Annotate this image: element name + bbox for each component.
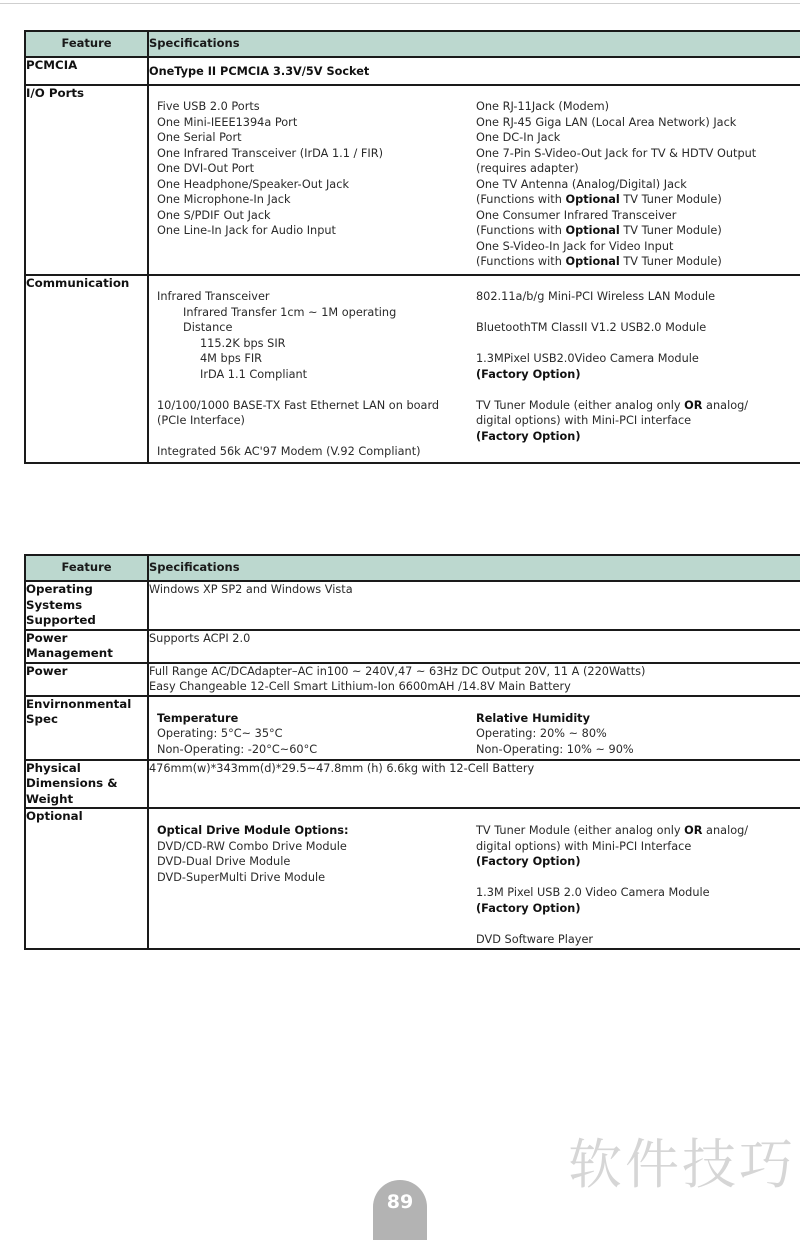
spec-value	[148, 663, 800, 696]
factory-option-label: (Factory Option)	[476, 429, 581, 443]
list-item: One Consumer Infrared Transceiver	[476, 208, 677, 222]
lan-line-2: (PCIe Interface)	[157, 414, 245, 427]
table-row-io-ports	[25, 85, 800, 275]
header-row	[25, 555, 800, 581]
list-item: Five USB 2.0 Ports	[157, 100, 260, 113]
feature-label: Physical Dimensions & Weight	[25, 760, 148, 809]
table-row-environmental	[25, 696, 800, 760]
lan-line-1: 10/100/1000 BASE-TX Fast Ethernet LAN on board	[157, 398, 440, 412]
ir-transfer: Infrared Transfer 1cm ~ 1M operating	[183, 305, 397, 319]
temperature-block	[149, 711, 476, 758]
list-item: DVD/CD-RW Combo Drive Module	[157, 839, 347, 853]
factory-option-label: (Factory Option)	[476, 367, 581, 381]
ir-fir: 4M bps FIR	[200, 352, 263, 365]
bluetooth-line: BluetoothTM ClassII V1.2 USB2.0 Module	[476, 321, 707, 334]
list-item: One Line-In Jack for Audio Input	[157, 224, 336, 237]
optional-right	[476, 823, 800, 947]
feature-label: Envirnonmental Spec	[25, 696, 148, 760]
humidity-non-operating: Non-Operating: 10% ~ 90%	[476, 742, 634, 756]
ir-title: Infrared Transceiver	[157, 290, 270, 303]
tv-tuner-line-2: digital options) with Mini-PCI Interface	[476, 839, 692, 853]
dvd-player-line: DVD Software Player	[476, 932, 594, 946]
communication-left	[149, 289, 476, 460]
ir-distance: Distance	[183, 321, 233, 334]
spec-value: OneType II PCMCIA 3.3V/5V Socket	[148, 57, 800, 85]
list-item: One Headphone/Speaker-Out Jack	[157, 177, 349, 191]
feature-label: Power	[25, 663, 148, 696]
table-row-physical	[25, 760, 800, 809]
feature-label: Power Management	[25, 630, 148, 663]
wlan-line: 802.11a/b/g Mini-PCI Wireless LAN Module	[476, 290, 716, 303]
camera-line: 1.3M Pixel USB 2.0 Video Camera Module	[476, 886, 710, 899]
list-item: One Microphone-In Jack	[157, 193, 291, 206]
specifications-header: Specifications	[148, 31, 800, 57]
list-item: One S-Video-In Jack for Video Input	[476, 239, 674, 253]
list-item: One DC-In Jack	[476, 131, 561, 144]
table-row-os	[25, 581, 800, 630]
top-divider	[0, 3, 800, 4]
list-item: DVD-Dual Drive Module	[157, 855, 291, 868]
ir-compliant: IrDA 1.1 Compliant	[200, 367, 308, 381]
io-ports-left-list	[149, 99, 476, 270]
spec-value: 476mm(w)*343mm(d)*29.5~47.8mm (h) 6.6kg with 12-Cell Battery	[148, 760, 800, 809]
list-item: One 7-Pin S-Video-Out Jack for TV & HDTV Output	[476, 146, 757, 160]
list-item: One DVI-Out Port	[157, 162, 255, 175]
spec-table-1	[24, 30, 800, 464]
page-number-badge: 89	[373, 1180, 427, 1240]
communication-right	[476, 289, 800, 460]
list-item: (requires adapter)	[476, 162, 579, 175]
power-line-1: Full Range AC/DCAdapter–AC in100 ~ 240V,47 ~ 63Hz DC Output 20V, 11 A (220Watts)	[149, 664, 646, 678]
spec-value: Supports ACPI 2.0	[148, 630, 800, 663]
feature-header: Feature	[25, 31, 148, 57]
list-item: One Infrared Transceiver (IrDA 1.1 / FIR)	[157, 146, 384, 160]
feature-label: Operating Systems Supported	[25, 581, 148, 630]
feature-label: PCMCIA	[25, 57, 148, 85]
header-row	[25, 31, 800, 57]
functions-note: (Functions with Optional TV Tuner Module)	[476, 255, 722, 268]
temperature-title: Temperature	[157, 711, 239, 725]
factory-option-label: (Factory Option)	[476, 855, 581, 868]
tv-tuner-line-1: TV Tuner Module (either analog only OR analog/	[476, 398, 749, 412]
tv-tuner-line-2: digital options) with Mini-PCI interface	[476, 414, 692, 427]
table-row-power	[25, 663, 800, 696]
functions-note: (Functions with Optional TV Tuner Module)	[476, 193, 722, 206]
specifications-header: Specifications	[148, 555, 800, 581]
list-item: One Mini-IEEE1394a Port	[157, 115, 298, 129]
spec-value: Windows XP SP2 and Windows Vista	[148, 581, 800, 630]
table-row-optional	[25, 808, 800, 949]
temperature-non-operating: Non-Operating: -20°C~60°C	[157, 742, 318, 756]
humidity-block	[476, 711, 800, 758]
humidity-operating: Operating: 20% ~ 80%	[476, 727, 607, 740]
feature-label: Optional	[25, 808, 148, 949]
list-item: One RJ-11Jack (Modem)	[476, 100, 610, 113]
watermark-text: 软件技巧	[568, 1133, 796, 1196]
optical-drive-options	[149, 823, 476, 947]
tv-tuner-line-1: TV Tuner Module (either analog only OR analog/	[476, 824, 749, 837]
io-ports-right-list	[476, 99, 800, 270]
temperature-operating: Operating: 5°C~ 35°C	[157, 727, 283, 740]
feature-label: I/O Ports	[25, 85, 148, 275]
feature-header: Feature	[25, 555, 148, 581]
optical-drive-title: Optical Drive Module Options:	[157, 824, 349, 837]
factory-option-label: (Factory Option)	[476, 901, 581, 915]
list-item: DVD-SuperMulti Drive Module	[157, 870, 326, 884]
list-item: One S/PDIF Out Jack	[157, 208, 271, 222]
feature-label: Communication	[25, 275, 148, 463]
humidity-title: Relative Humidity	[476, 711, 590, 725]
table-row-pcmcia	[25, 57, 800, 85]
list-item: One TV Antenna (Analog/Digital) Jack	[476, 177, 687, 191]
list-item: One RJ-45 Giga LAN (Local Area Network) Jack	[476, 115, 737, 129]
table-row-power-management	[25, 630, 800, 663]
ir-sir: 115.2K bps SIR	[200, 336, 286, 350]
modem-line: Integrated 56k AC'97 Modem (V.92 Compliant)	[157, 445, 421, 458]
table-row-communication	[25, 275, 800, 463]
power-line-2: Easy Changeable 12-Cell Smart Lithium-Ion 6600mAH /14.8V Main Battery	[149, 680, 571, 693]
functions-note: (Functions with Optional TV Tuner Module)	[476, 224, 722, 237]
spec-table-2	[24, 554, 800, 950]
list-item: One Serial Port	[157, 131, 242, 144]
camera-line: 1.3MPixel USB2.0Video Camera Module	[476, 352, 699, 365]
